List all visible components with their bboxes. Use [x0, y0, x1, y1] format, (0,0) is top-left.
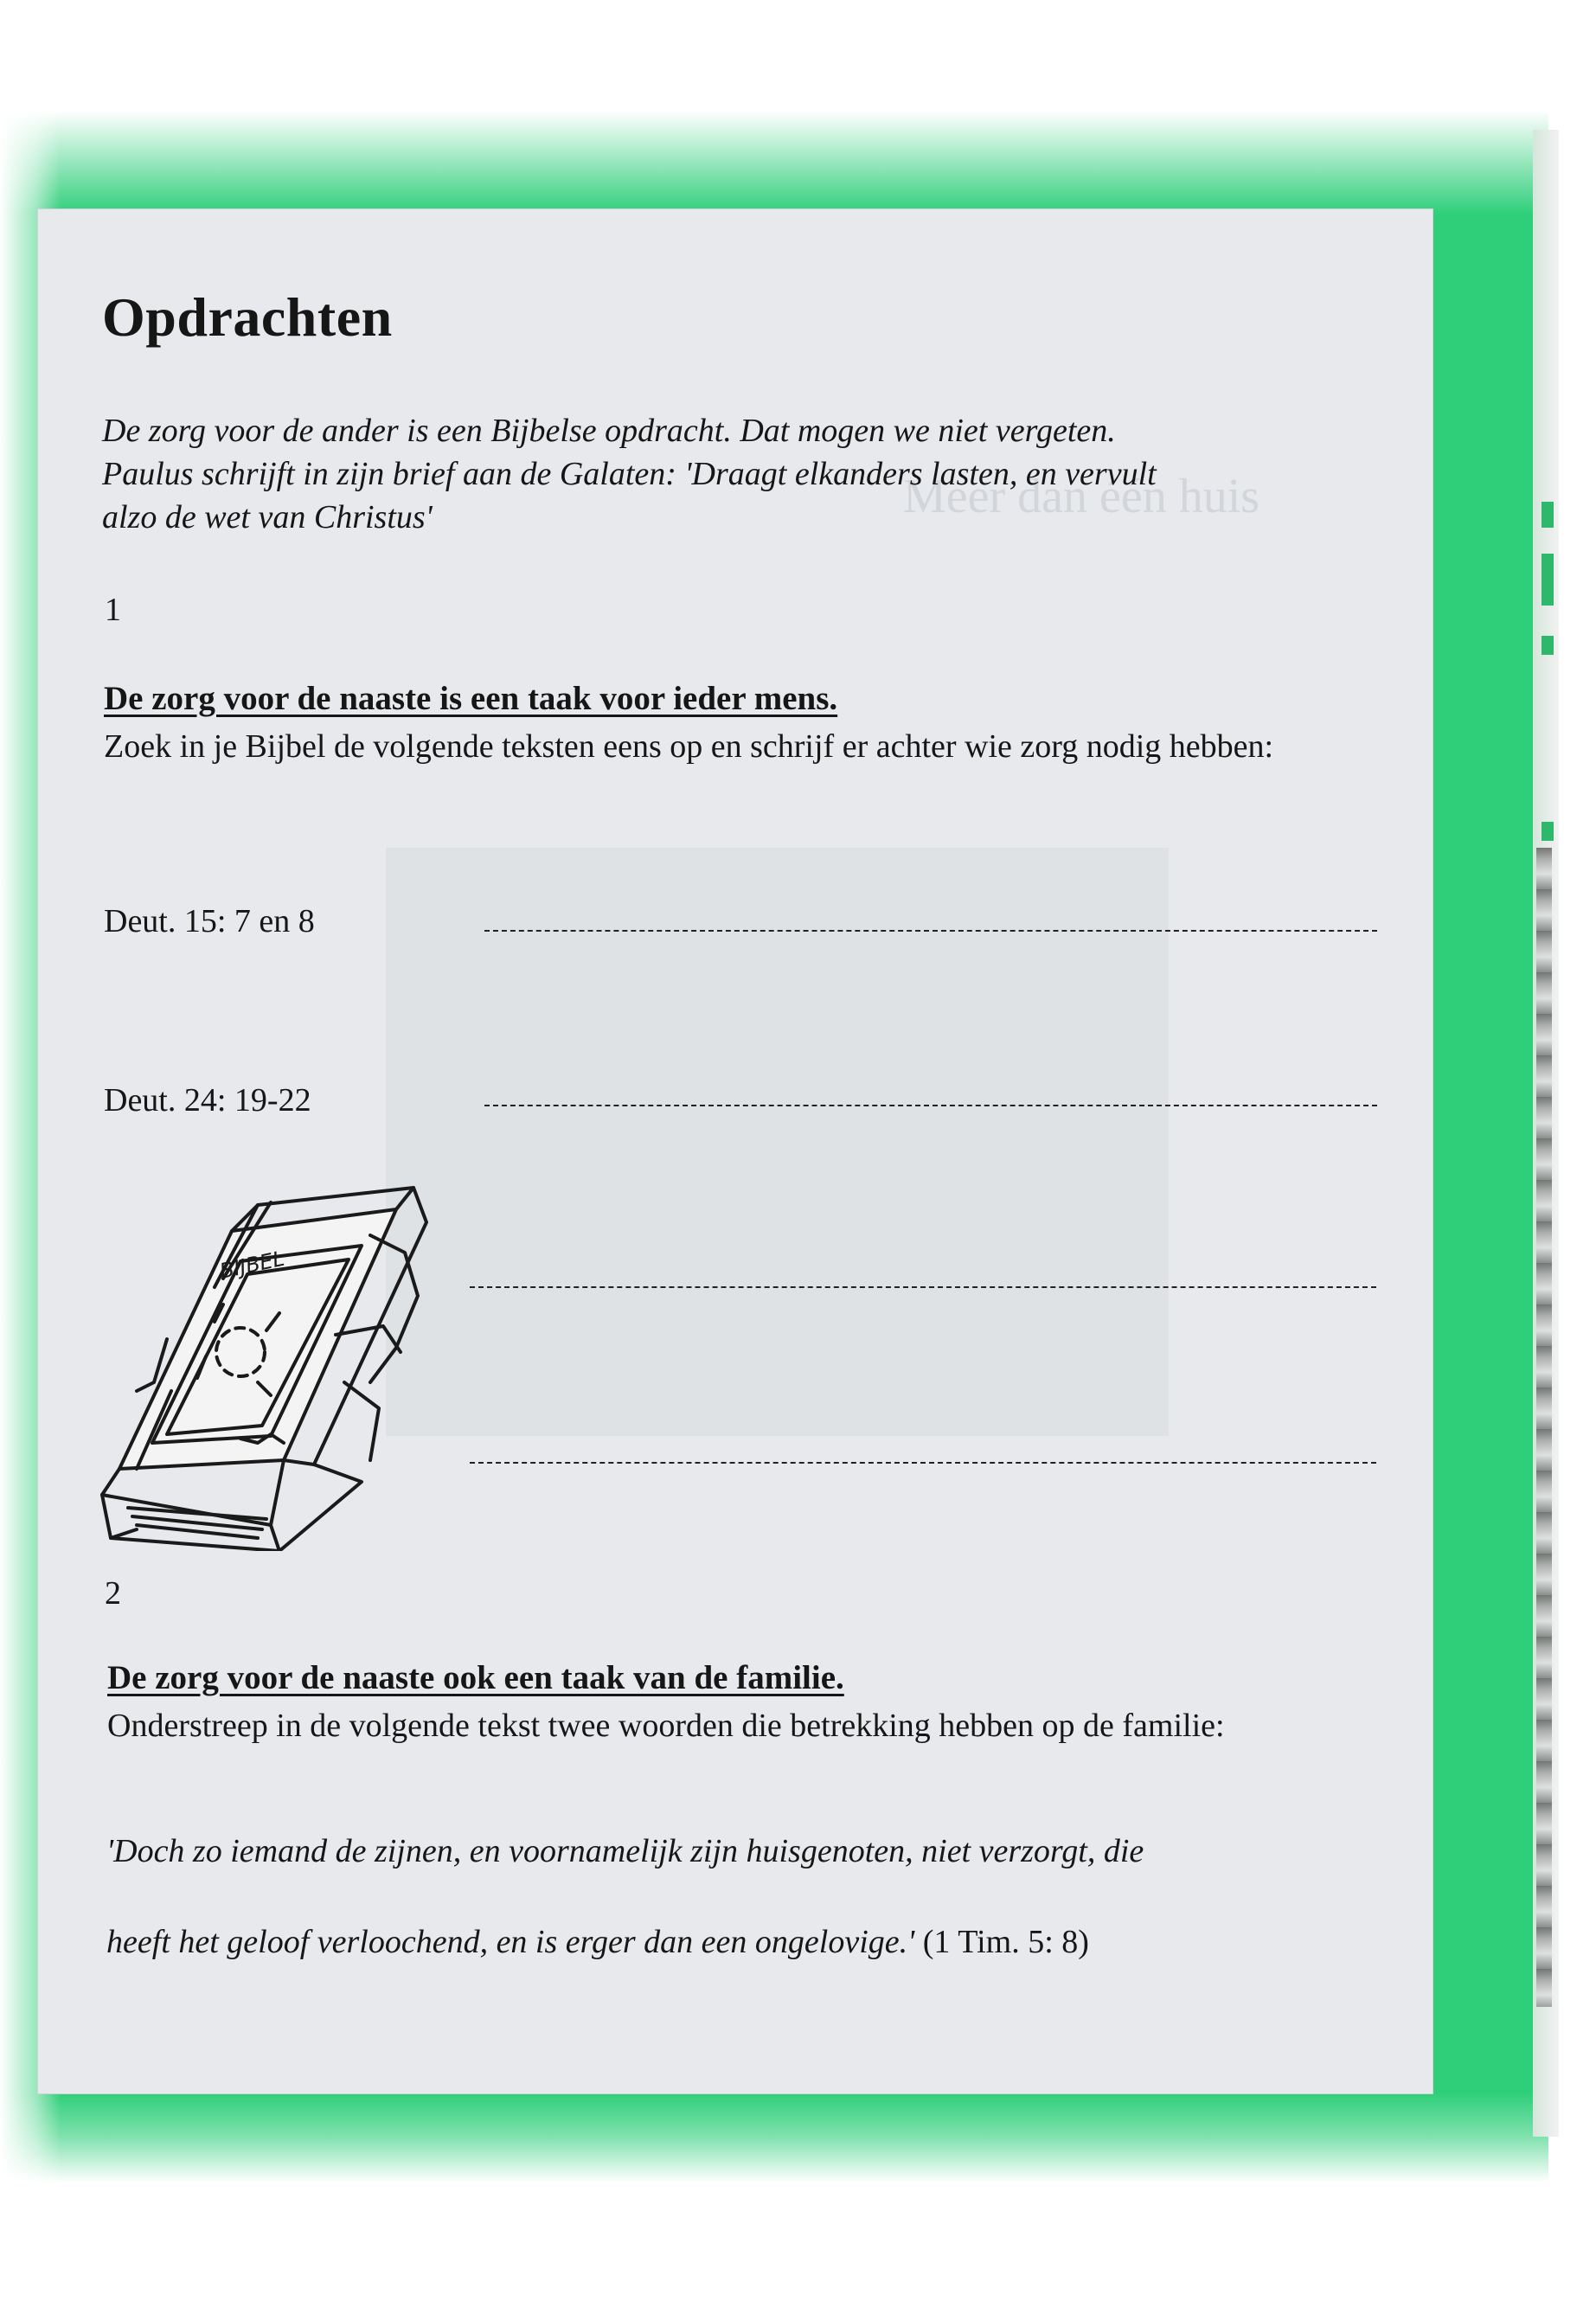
- verse-row: [104, 1081, 1384, 1125]
- edge-photo-strip: [1536, 848, 1552, 2007]
- verse-label: Deut. 15: 7 en 8: [104, 903, 315, 939]
- bible-cover-text: BIJBEL: [217, 1246, 287, 1284]
- bible-icon: [85, 1183, 448, 1551]
- green-fade-bottom: [0, 2093, 1548, 2182]
- bible-quote-line: [106, 1923, 1387, 1961]
- answer-line[interactable]: [470, 1286, 1376, 1288]
- intro-line: De zorg voor de ander is een Bijbelse opdracht. Dat mogen we niet vergeten.: [102, 413, 1116, 449]
- section-1-heading: De zorg voor de naaste is een taak voor ieder mens.: [104, 680, 838, 717]
- intro-line: Paulus schrijft in zijn brief aan de Galaten: 'Draagt elkanders lasten, en vervult: [102, 456, 1157, 492]
- edge-mark: [1542, 502, 1554, 528]
- section-2-heading: De zorg voor de naaste ook een taak van de familie.: [107, 1659, 844, 1696]
- verse-row: [104, 902, 1384, 945]
- intro-line: alzo de wet van Christus': [102, 499, 433, 535]
- edge-mark: [1542, 636, 1554, 655]
- bible-quote-line: [106, 1832, 1387, 1870]
- answer-line[interactable]: [470, 1462, 1376, 1464]
- intro-text: [102, 409, 1393, 539]
- answer-line[interactable]: [484, 1105, 1377, 1106]
- verse-label: Deut. 24: 19-22: [104, 1082, 311, 1118]
- section-2-number: 2: [105, 1575, 121, 1612]
- quote-text: heeft het geloof verloochend, en is erger dan een ongelovige.': [106, 1924, 915, 1960]
- answer-line[interactable]: [484, 930, 1377, 932]
- page-title: Opdrachten: [102, 286, 393, 348]
- edge-mark: [1542, 554, 1554, 606]
- edge-mark: [1542, 822, 1554, 841]
- green-fade-top: [0, 111, 1548, 215]
- quote-reference: (1 Tim. 5: 8): [922, 1924, 1089, 1960]
- quote-text: 'Doch zo iemand de zijnen, en voornamelijk zijn huisgenoten, niet verzorgt, die: [106, 1833, 1144, 1869]
- section-1-number: 1: [105, 592, 121, 628]
- show-through-title: Meer dan één huis: [903, 470, 1260, 523]
- section-2-instruction: Onderstreep in de volgende tekst twee woorden die betrekking hebben op de familie:: [107, 1708, 1225, 1744]
- section-1-instruction: Zoek in je Bijbel de volgende teksten eens op en schrijf er achter wie zorg nodig hebben:: [104, 728, 1274, 765]
